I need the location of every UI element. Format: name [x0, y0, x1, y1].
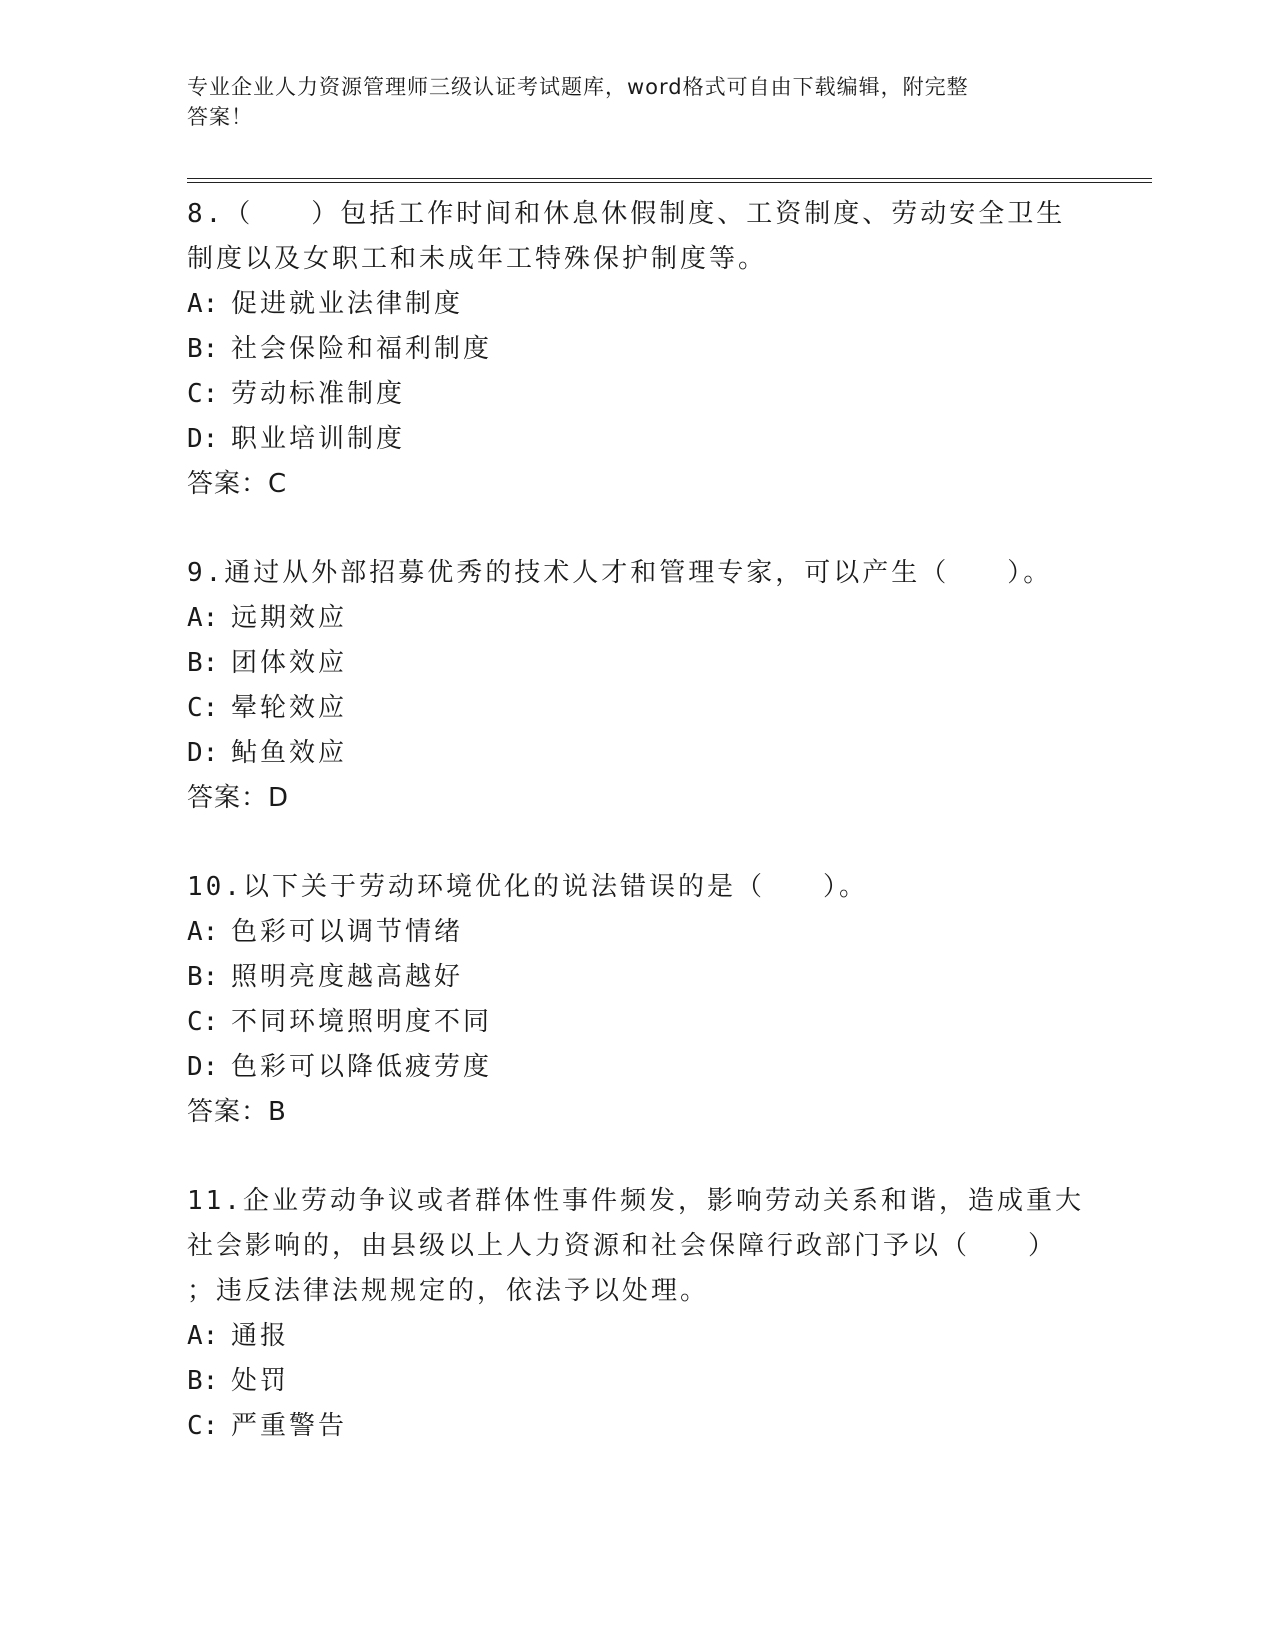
option-c	[187, 1404, 1087, 1449]
option-text: 不同环境照明度不同	[231, 1007, 493, 1037]
option-d	[187, 417, 1087, 462]
answer: 答案：D	[187, 783, 290, 813]
option-text: 严重警告	[231, 1411, 348, 1441]
option-key: A:	[187, 289, 219, 319]
question-10	[187, 865, 1087, 1135]
option-key: A:	[187, 603, 219, 633]
option-text: 色彩可以调节情绪	[231, 917, 464, 947]
option-b	[187, 955, 1087, 1000]
option-text: 通报	[231, 1321, 290, 1351]
question-list	[187, 192, 1087, 1493]
header-divider-top	[187, 178, 1152, 179]
header-divider-bottom	[187, 182, 1152, 183]
question-9	[187, 551, 1087, 821]
option-a	[187, 282, 1087, 327]
option-key: C:	[187, 379, 219, 409]
question-stem-line: 9.通过从外部招募优秀的技术人才和管理专家，可以产生（ ）。	[187, 558, 1053, 588]
header-line-2: 答案！	[187, 105, 253, 129]
question-stem-line: ；违反法律法规规定的，依法予以处理。	[187, 1276, 710, 1306]
option-text: 鲇鱼效应	[231, 738, 348, 768]
option-key: D:	[187, 1052, 219, 1082]
option-a	[187, 1314, 1087, 1359]
answer: 答案：B	[187, 1097, 287, 1127]
answer: 答案：C	[187, 469, 288, 499]
option-text: 照明亮度越高越好	[231, 962, 464, 992]
option-text: 处罚	[231, 1366, 290, 1396]
option-key: C:	[187, 1411, 219, 1441]
option-text: 色彩可以降低疲劳度	[231, 1052, 493, 1082]
option-key: C:	[187, 693, 219, 723]
question-stem-line: 制度以及女职工和未成年工特殊保护制度等。	[187, 244, 768, 274]
option-text: 团体效应	[231, 648, 348, 678]
document-header	[187, 72, 1067, 132]
option-key: D:	[187, 738, 219, 768]
option-key: D:	[187, 424, 219, 454]
option-d	[187, 731, 1087, 776]
option-key: B:	[187, 1366, 219, 1396]
option-b	[187, 641, 1087, 686]
option-c	[187, 372, 1087, 417]
option-a	[187, 596, 1087, 641]
option-text: 晕轮效应	[231, 693, 348, 723]
question-stem-line: 8.（ ）包括工作时间和休息休假制度、工资制度、劳动安全卫生	[187, 199, 1066, 229]
option-key: A:	[187, 917, 219, 947]
option-b	[187, 1359, 1087, 1404]
option-key: A:	[187, 1321, 219, 1351]
option-key: B:	[187, 648, 219, 678]
option-text: 促进就业法律制度	[231, 289, 464, 319]
question-8	[187, 192, 1087, 507]
question-11	[187, 1179, 1087, 1449]
question-stem-line: 11.企业劳动争议或者群体性事件频发，影响劳动关系和谐，造成重大	[187, 1186, 1084, 1216]
option-b	[187, 327, 1087, 372]
option-key: B:	[187, 962, 219, 992]
option-text: 远期效应	[231, 603, 348, 633]
question-stem-line: 社会影响的，由县级以上人力资源和社会保障行政部门予以（ ）	[187, 1231, 1058, 1261]
option-text: 社会保险和福利制度	[231, 334, 493, 364]
option-key: C:	[187, 1007, 219, 1037]
option-d	[187, 1045, 1087, 1090]
option-text: 劳动标准制度	[231, 379, 406, 409]
option-text: 职业培训制度	[231, 424, 406, 454]
option-a	[187, 910, 1087, 955]
question-stem-line: 10.以下关于劳动环境优化的说法错误的是（ ）。	[187, 872, 868, 902]
option-key: B:	[187, 334, 219, 364]
option-c	[187, 1000, 1087, 1045]
header-line-1: 专业企业人力资源管理师三级认证考试题库，word格式可自由下载编辑，附完整	[187, 75, 969, 99]
option-c	[187, 686, 1087, 731]
